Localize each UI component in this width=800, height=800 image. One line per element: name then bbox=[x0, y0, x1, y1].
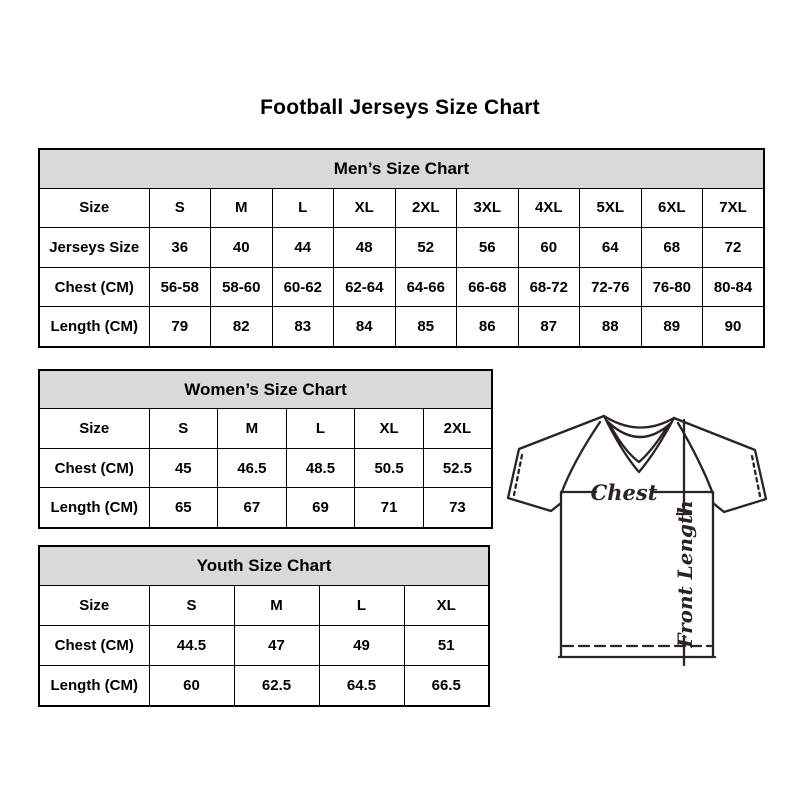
table-cell: 72 bbox=[703, 228, 765, 268]
table-cell: 73 bbox=[423, 488, 492, 528]
table-cell: 48.5 bbox=[286, 448, 355, 488]
table-cell: S bbox=[149, 409, 218, 449]
table-cell: 2XL bbox=[395, 188, 457, 228]
row-label-cell: Length (CM) bbox=[39, 665, 149, 706]
table-row bbox=[39, 228, 764, 268]
table-title: Youth Size Chart bbox=[39, 546, 489, 585]
table-cell: 40 bbox=[211, 228, 273, 268]
table-cell: 62.5 bbox=[234, 665, 319, 706]
row-label-cell: Size bbox=[39, 188, 149, 228]
table-cell: 68 bbox=[641, 228, 703, 268]
row-label-cell: Chest (CM) bbox=[39, 267, 149, 307]
table-cell: M bbox=[211, 188, 273, 228]
table-cell: 80-84 bbox=[703, 267, 765, 307]
table-cell: 58-60 bbox=[211, 267, 273, 307]
table-cell: 64 bbox=[580, 228, 642, 268]
table-cell: S bbox=[149, 585, 234, 625]
table-cell: 66-68 bbox=[457, 267, 519, 307]
table-cell: XL bbox=[334, 188, 396, 228]
table-cell: 86 bbox=[457, 307, 519, 347]
table-cell: 51 bbox=[404, 625, 489, 665]
row-label-cell: Length (CM) bbox=[39, 488, 149, 528]
table-cell: L bbox=[286, 409, 355, 449]
table-cell: 62-64 bbox=[334, 267, 396, 307]
table-cell: 49 bbox=[319, 625, 404, 665]
table-row bbox=[39, 625, 489, 665]
table-cell: 66.5 bbox=[404, 665, 489, 706]
table-cell: 3XL bbox=[457, 188, 519, 228]
jersey-chest-label: Chest bbox=[590, 480, 658, 505]
table-cell: 44.5 bbox=[149, 625, 234, 665]
table-cell: 89 bbox=[641, 307, 703, 347]
table-cell: 71 bbox=[355, 488, 424, 528]
table-cell: 79 bbox=[149, 307, 211, 347]
table-cell: XL bbox=[404, 585, 489, 625]
row-label-cell: Chest (CM) bbox=[39, 448, 149, 488]
table-cell: 60 bbox=[149, 665, 234, 706]
table-cell: 64.5 bbox=[319, 665, 404, 706]
table-cell: 88 bbox=[580, 307, 642, 347]
page-title: Football Jerseys Size Chart bbox=[260, 96, 540, 119]
table-cell: 82 bbox=[211, 307, 273, 347]
table-row bbox=[39, 448, 492, 488]
table-cell: 76-80 bbox=[641, 267, 703, 307]
table-cell: XL bbox=[355, 409, 424, 449]
table-row bbox=[39, 409, 492, 449]
table-cell: 36 bbox=[149, 228, 211, 268]
table-cell: 5XL bbox=[580, 188, 642, 228]
table-cell: 85 bbox=[395, 307, 457, 347]
table-cell: 56-58 bbox=[149, 267, 211, 307]
table-row bbox=[39, 488, 492, 528]
table-cell: L bbox=[272, 188, 334, 228]
table-cell: 44 bbox=[272, 228, 334, 268]
jersey-right-sleeve bbox=[674, 418, 766, 512]
row-label-cell: Size bbox=[39, 585, 149, 625]
table-row bbox=[39, 267, 764, 307]
row-label-cell: Jerseys Size bbox=[39, 228, 149, 268]
table-cell: 67 bbox=[218, 488, 287, 528]
youth-size-table bbox=[38, 545, 490, 707]
table-cell: 83 bbox=[272, 307, 334, 347]
table-cell: 52.5 bbox=[423, 448, 492, 488]
table-cell: 84 bbox=[334, 307, 396, 347]
table-row bbox=[39, 665, 489, 706]
table-cell: 60 bbox=[518, 228, 580, 268]
table-cell: M bbox=[218, 409, 287, 449]
table-cell: 6XL bbox=[641, 188, 703, 228]
table-cell: 64-66 bbox=[395, 267, 457, 307]
table-cell: 69 bbox=[286, 488, 355, 528]
mens-size-table bbox=[38, 148, 765, 348]
table-cell: 48 bbox=[334, 228, 396, 268]
table-cell: 4XL bbox=[518, 188, 580, 228]
row-label-cell: Size bbox=[39, 409, 149, 449]
table-cell: 60-62 bbox=[272, 267, 334, 307]
table-cell: 90 bbox=[703, 307, 765, 347]
table-row bbox=[39, 188, 764, 228]
table-cell: 7XL bbox=[703, 188, 765, 228]
table-row bbox=[39, 307, 764, 347]
table-title: Women’s Size Chart bbox=[39, 370, 492, 409]
table-cell: 45 bbox=[149, 448, 218, 488]
row-label-cell: Chest (CM) bbox=[39, 625, 149, 665]
table-cell: 65 bbox=[149, 488, 218, 528]
table-cell: 68-72 bbox=[518, 267, 580, 307]
jersey-front-length-label: Front Length bbox=[673, 500, 697, 648]
table-cell: L bbox=[319, 585, 404, 625]
jersey-collar bbox=[604, 416, 674, 472]
table-cell: 87 bbox=[518, 307, 580, 347]
table-cell: 50.5 bbox=[355, 448, 424, 488]
table-cell: 47 bbox=[234, 625, 319, 665]
table-cell: 52 bbox=[395, 228, 457, 268]
jersey-measurement-diagram bbox=[505, 408, 775, 676]
table-title: Men’s Size Chart bbox=[39, 149, 764, 188]
table-cell: 56 bbox=[457, 228, 519, 268]
row-label-cell: Length (CM) bbox=[39, 307, 149, 347]
table-row bbox=[39, 585, 489, 625]
table-cell: 46.5 bbox=[218, 448, 287, 488]
table-cell: 72-76 bbox=[580, 267, 642, 307]
table-cell: S bbox=[149, 188, 211, 228]
table-cell: 2XL bbox=[423, 409, 492, 449]
table-cell: M bbox=[234, 585, 319, 625]
womens-size-table bbox=[38, 369, 493, 529]
